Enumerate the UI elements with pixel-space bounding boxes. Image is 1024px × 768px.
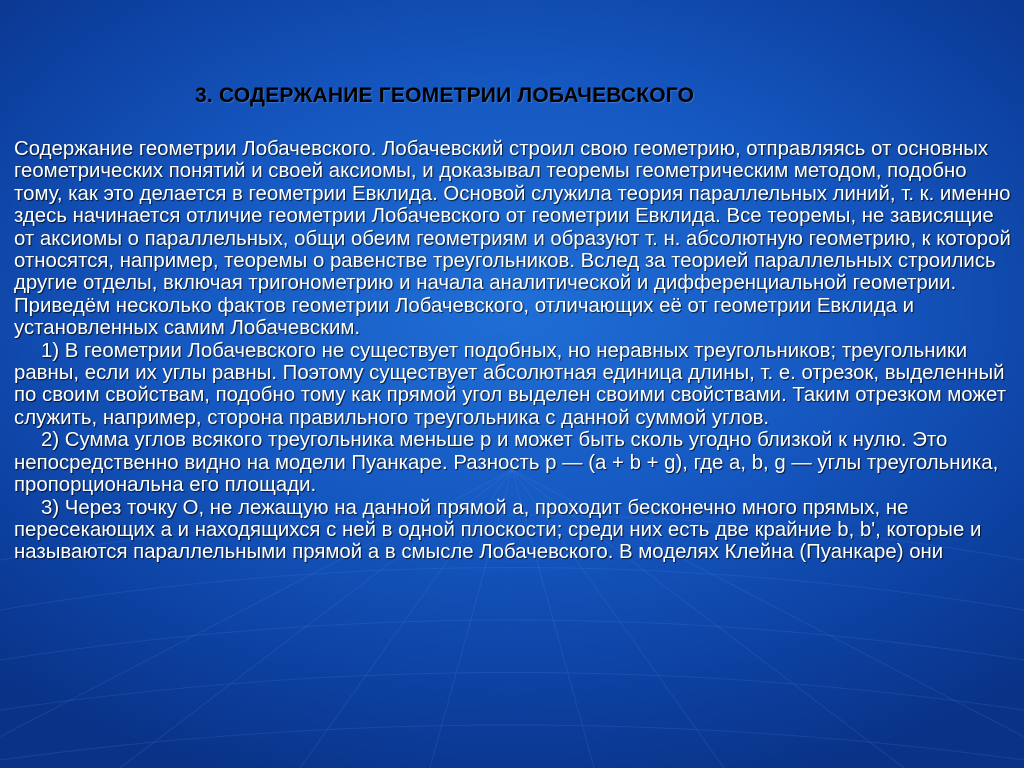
body-paragraph-fact-1 xyxy=(14,340,1018,430)
fact-1-text: 1) В геометрии Лобачевского не существует подобных, но неравных треугольников; треугольники равны, если их углы равны. Поэтому существует абсолютная единица длины, т. е. отрезок, выделенный по своим свойствам, подобно тому как прямой угол выделен своими свойствами. Таким отрезком может служить, например, сторона правильного треугольника с данной суммой углов. xyxy=(14,339,1007,429)
slide-body xyxy=(14,138,1018,564)
fact-3-text: 3) Через точку О, не лежащую на данной прямой а, проходит бесконечно много прямых, не пересекающих а и находящихся с ней в одной плоскости; среди них есть две крайние b, b', которые и называются параллельными прямой а в смысле Лобачевского. В моделях Клейна (Пуанкаре) они xyxy=(14,496,982,564)
fact-2-text: 2) Сумма углов всякого треугольника меньше p и может быть сколь угодно близкой к нулю. Это непосредственно видно на модели Пуанкаре. Разность p — (a + b + g), где a, b, g — углы треугольника, пропорциональна его площади. xyxy=(14,429,999,497)
slide-title: 3. СОДЕРЖАНИЕ ГЕОМЕТРИИ ЛОБАЧЕВСКОГО xyxy=(195,84,695,107)
body-paragraph-fact-3 xyxy=(14,497,1018,564)
body-paragraph-fact-2 xyxy=(14,429,1018,496)
body-paragraph-intro: Содержание геометрии Лобачевского. Лобачевский строил свою геометрию, отправляясь от основных геометрических понятий и своей аксиомы, и доказывал теоремы геометрическим методом, подобно тому, как это делается в геометрии Евклида. Основой служила теория параллельных линий, т. к. именно здесь начинается отличие геометрии Лобачевского от геометрии Евклида. Все теоремы, не зависящие от аксиомы о параллельных, общи обеим геометриям и образуют т. н. абсолютную геометрию, к которой относятся, например, теоремы о равенстве треугольников. Вслед за теорией параллельных строились другие отделы, включая тригонометрию и начала аналитической и дифференциальной геометрии. Приведём несколько фактов геометрии Лобачевского, отличающих её от геометрии Евклида и установленных самим Лобачевским. xyxy=(14,138,1011,340)
